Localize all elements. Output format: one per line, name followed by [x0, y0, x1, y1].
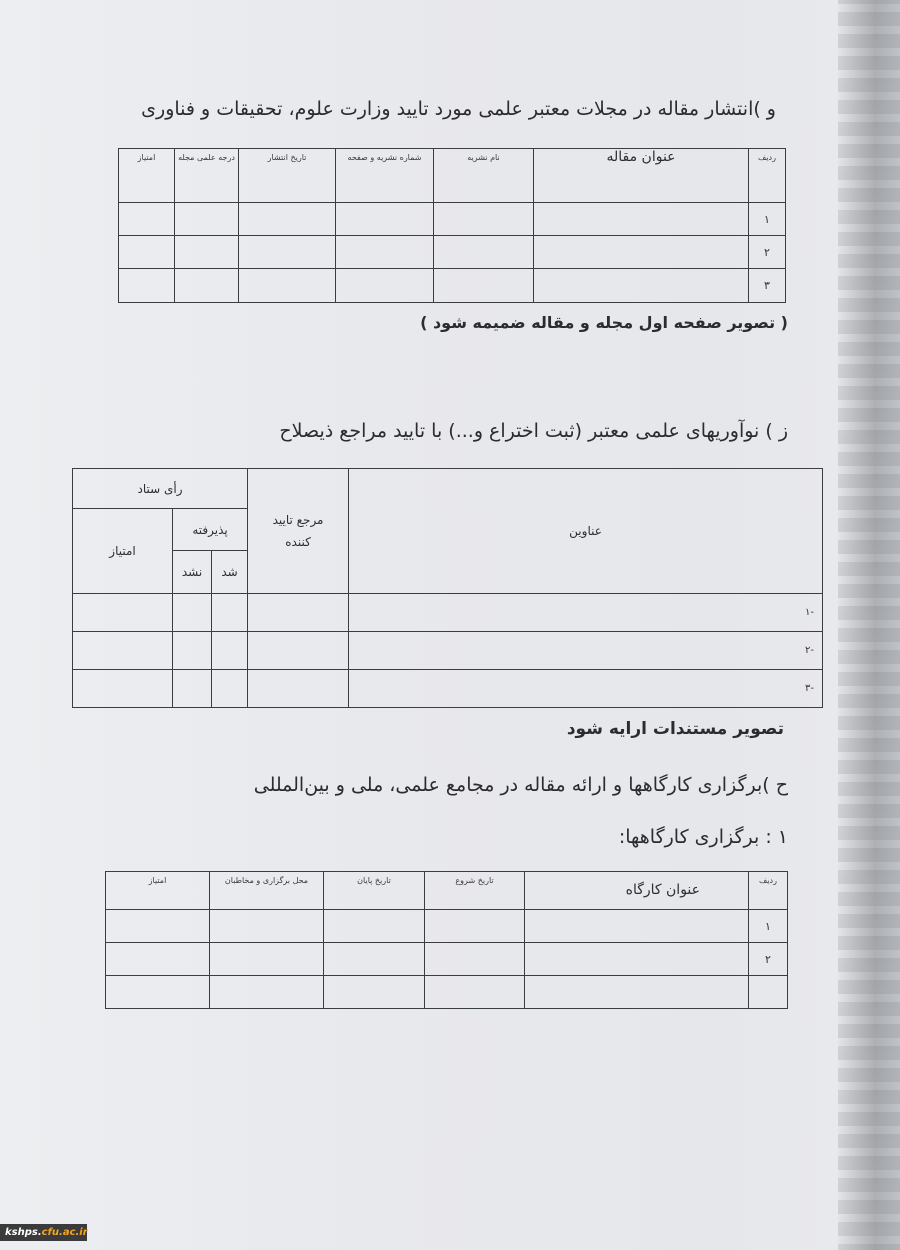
col-header-row-number: ردیف — [749, 872, 788, 910]
issue-page-cell[interactable] — [336, 203, 434, 236]
table-row — [119, 236, 786, 269]
table-header-row — [119, 149, 786, 203]
article-title-cell[interactable] — [534, 236, 749, 269]
accepted-no-cell[interactable] — [173, 670, 212, 708]
table-row — [73, 632, 823, 670]
col-header-article-title: عنوان مقاله — [534, 149, 749, 203]
accepted-yes-cell[interactable] — [212, 594, 248, 632]
end-date-cell[interactable] — [324, 943, 425, 976]
issue-page-cell[interactable] — [336, 236, 434, 269]
workshop-title-cell[interactable] — [525, 976, 749, 1009]
article-title-cell[interactable] — [534, 203, 749, 236]
accepted-no-cell[interactable] — [173, 632, 212, 670]
score-cell[interactable] — [106, 976, 210, 1009]
row-number: ۲ — [749, 943, 788, 976]
col-header-score: امتیاز — [106, 872, 210, 910]
col-header-no: نشد — [173, 551, 212, 594]
scan-edge-shadow — [838, 0, 900, 1250]
score-cell[interactable] — [119, 236, 175, 269]
workshop-title-cell[interactable] — [525, 943, 749, 976]
watermark-prefix: kshps. — [5, 1227, 42, 1238]
section-z-heading: ز ) نوآوریهای علمی معتبر (ثبت اختراع و...) با تایید مراجع ذیصلاح — [279, 420, 788, 442]
row-number: ۳ — [749, 269, 786, 303]
site-watermark — [0, 1224, 87, 1241]
row-number — [749, 976, 788, 1009]
publish-date-cell[interactable] — [239, 269, 336, 303]
section-h-heading: ح )برگزاری کارگاهها و ارائه مقاله در مجامع علمی، ملی و بین‌المللی — [253, 774, 788, 796]
table-row — [73, 670, 823, 708]
journal-grade-cell[interactable] — [175, 203, 239, 236]
col-header-publish-date: تاریخ انتشار — [239, 149, 336, 203]
score-cell[interactable] — [73, 632, 173, 670]
col-header-end-date: تاریخ پایان — [324, 872, 425, 910]
score-cell[interactable] — [73, 594, 173, 632]
journal-grade-cell[interactable] — [175, 236, 239, 269]
col-header-journal-name: نام نشریه — [434, 149, 534, 203]
score-cell[interactable] — [119, 203, 175, 236]
table-row — [119, 203, 786, 236]
approving-authority-cell[interactable] — [248, 632, 349, 670]
publish-date-cell[interactable] — [239, 236, 336, 269]
workshop-title-cell[interactable] — [525, 910, 749, 943]
start-date-cell[interactable] — [425, 943, 525, 976]
title-cell[interactable]: -۲ — [349, 632, 823, 670]
publish-date-cell[interactable] — [239, 203, 336, 236]
journal-name-cell[interactable] — [434, 203, 534, 236]
section-z-note: تصویر مستندات ارایه شود — [566, 719, 784, 739]
accepted-yes-cell[interactable] — [212, 670, 248, 708]
col-header-issue-page: شماره نشریه و صفحه — [336, 149, 434, 203]
col-header-approving-authority: مرجع تایید کننده — [248, 469, 349, 594]
col-header-journal-grade: درجه علمی مجله — [175, 149, 239, 203]
journal-grade-cell[interactable] — [175, 269, 239, 303]
section-v-note: ( تصویر صفحه اول مجله و مقاله ضمیمه شود ) — [420, 313, 788, 332]
table-row — [106, 976, 788, 1009]
title-cell[interactable]: -۳ — [349, 670, 823, 708]
accepted-yes-cell[interactable] — [212, 632, 248, 670]
table-row — [106, 943, 788, 976]
col-header-accepted: پذیرفته — [173, 509, 248, 551]
table-row — [73, 594, 823, 632]
col-header-start-date: تاریخ شروع — [425, 872, 525, 910]
table-row — [106, 910, 788, 943]
row-number: ۱ — [749, 910, 788, 943]
col-header-workshop-title: عنوان کارگاه — [525, 872, 749, 910]
row-number: ۱ — [749, 203, 786, 236]
section-v-heading: و )انتشار مقاله در مجلات معتبر علمی مورد تایید وزارت علوم، تحقیقات و فناوری — [141, 98, 776, 120]
end-date-cell[interactable] — [324, 976, 425, 1009]
col-header-titles: عناوین — [349, 469, 823, 594]
start-date-cell[interactable] — [425, 910, 525, 943]
score-cell[interactable] — [73, 670, 173, 708]
article-title-cell[interactable] — [534, 269, 749, 303]
workshops-table — [105, 871, 788, 1009]
col-header-staff-vote: رأی ستاد — [73, 469, 248, 509]
accepted-no-cell[interactable] — [173, 594, 212, 632]
journal-name-cell[interactable] — [434, 236, 534, 269]
score-cell[interactable] — [106, 943, 210, 976]
row-number: ۲ — [749, 236, 786, 269]
score-cell[interactable] — [119, 269, 175, 303]
articles-table — [118, 148, 786, 303]
venue-audience-cell[interactable] — [210, 910, 324, 943]
start-date-cell[interactable] — [425, 976, 525, 1009]
score-cell[interactable] — [106, 910, 210, 943]
table-row — [119, 269, 786, 303]
innovations-table — [72, 468, 823, 708]
col-header-score: امتیاز — [119, 149, 175, 203]
venue-audience-cell[interactable] — [210, 943, 324, 976]
col-header-yes: شد — [212, 551, 248, 594]
venue-audience-cell[interactable] — [210, 976, 324, 1009]
col-header-row-number: ردیف — [749, 149, 786, 203]
col-header-venue-audience: محل برگزاری و مخاطبان — [210, 872, 324, 910]
journal-name-cell[interactable] — [434, 269, 534, 303]
approving-authority-cell[interactable] — [248, 594, 349, 632]
end-date-cell[interactable] — [324, 910, 425, 943]
section-h-subheading: ۱ : برگزاری کارگاهها: — [618, 826, 788, 848]
approving-authority-cell[interactable] — [248, 670, 349, 708]
issue-page-cell[interactable] — [336, 269, 434, 303]
table-header-row — [106, 872, 788, 910]
watermark-domain: cfu.ac.ir — [41, 1227, 88, 1238]
col-header-score: امتیاز — [73, 509, 173, 594]
title-cell[interactable]: -۱ — [349, 594, 823, 632]
